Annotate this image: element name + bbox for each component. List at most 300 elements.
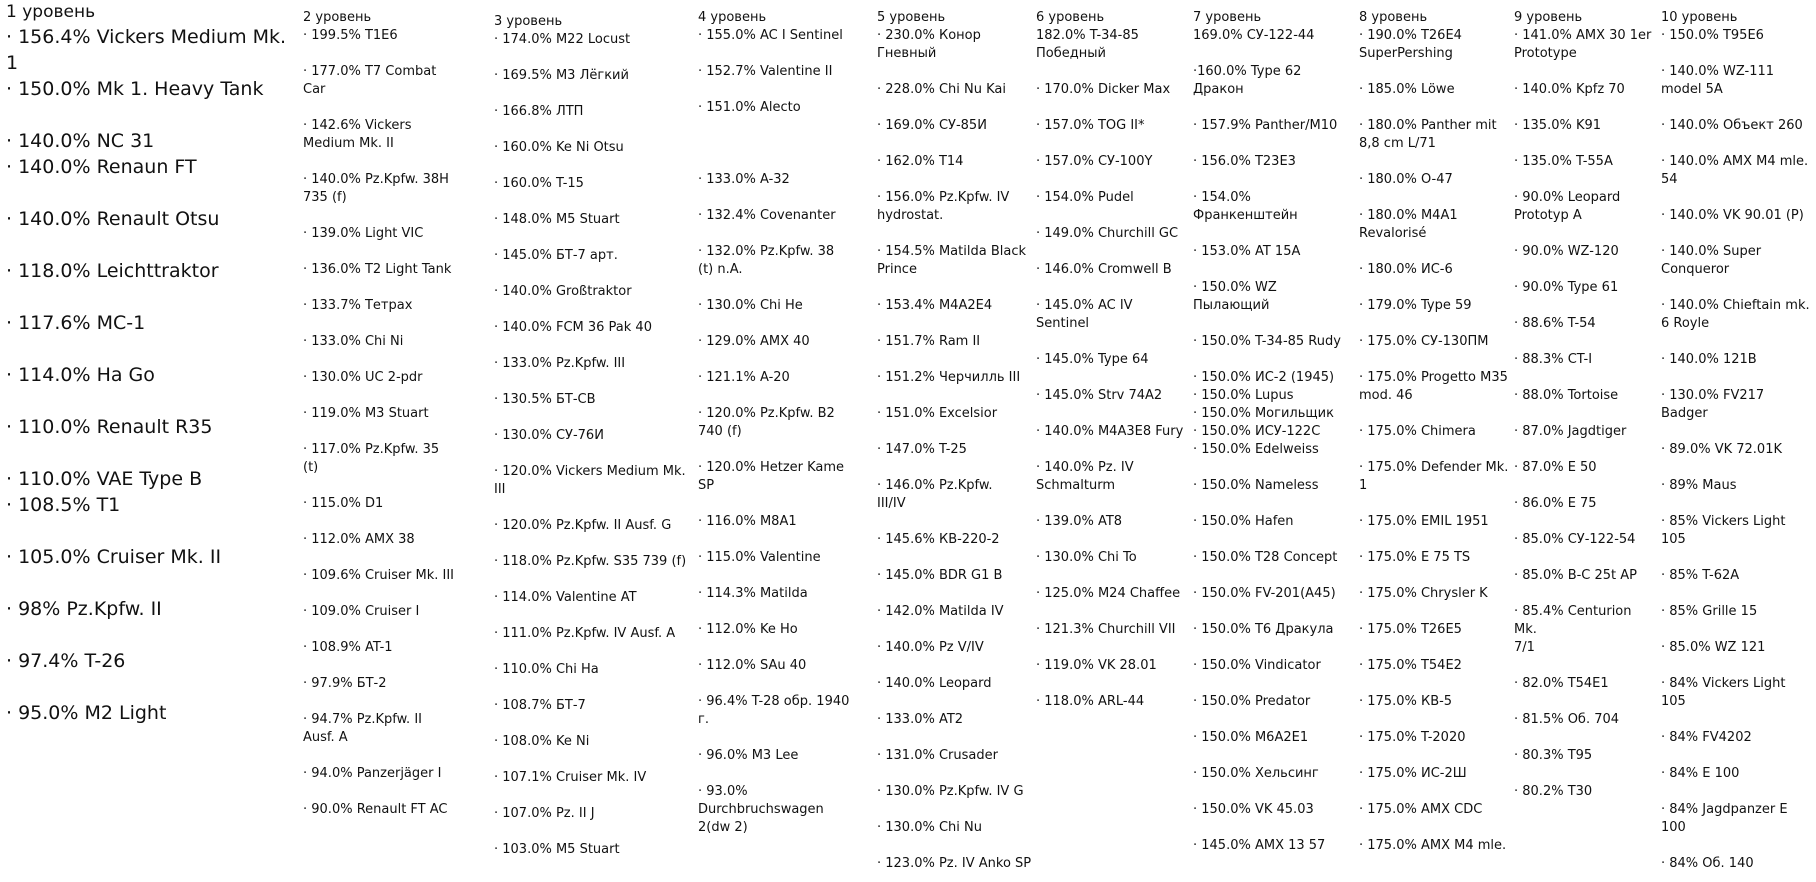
spacer bbox=[698, 153, 873, 171]
spacer bbox=[303, 207, 481, 225]
tank-entry: · 90.0% Leopard bbox=[1514, 190, 1621, 205]
spacer bbox=[303, 549, 481, 567]
tank-entry: hydrostat. bbox=[877, 208, 944, 223]
tank-entry: · 129.0% AMX 40 bbox=[698, 334, 810, 349]
spacer bbox=[1193, 783, 1356, 801]
tank-entry: 169.0% СУ-122-44 bbox=[1193, 28, 1315, 43]
tank-entry: · 230.0% Конор bbox=[877, 28, 981, 43]
tank-entry: · 175.0% E 75 TS bbox=[1359, 550, 1471, 565]
tank-entry: · 119.0% M3 Stuart bbox=[303, 406, 429, 421]
tank-entry: · 107.1% Cruiser Mk. IV bbox=[494, 770, 647, 785]
spacer bbox=[494, 499, 694, 517]
tank-entry: · 116.0% M8A1 bbox=[698, 514, 797, 529]
tank-entry: · 140.0% AMX M4 mle. bbox=[1661, 154, 1809, 169]
spacer bbox=[1514, 585, 1658, 603]
tank-entry: · 133.0% A-32 bbox=[698, 172, 790, 187]
spacer bbox=[698, 675, 873, 693]
spacer bbox=[6, 518, 302, 544]
tank-entry: · 177.0% T7 Combat bbox=[303, 64, 437, 79]
tank-entry: · 151.0% Alecto bbox=[698, 100, 801, 115]
tank-entry: · 117.6% MC-1 bbox=[6, 312, 146, 334]
spacer bbox=[303, 45, 481, 63]
tank-entry: · 108.0% Ke Ni bbox=[494, 734, 590, 749]
spacer bbox=[698, 603, 873, 621]
spacer bbox=[1036, 207, 1194, 225]
spacer bbox=[877, 171, 1037, 189]
tank-entry: · 140.0% FCM 36 Pak 40 bbox=[494, 320, 652, 335]
tank-entry: · 87.0% Jagdtiger bbox=[1514, 424, 1627, 439]
spacer bbox=[1514, 297, 1658, 315]
tank-entry: · 130.0% UC 2-pdr bbox=[303, 370, 423, 385]
tank-entry: · 135.0% T-55A bbox=[1514, 154, 1613, 169]
tank-entry: г. bbox=[698, 712, 709, 727]
spacer bbox=[494, 229, 694, 247]
tank-entry: · 118.0% Pz.Kpfw. S35 739 (f) bbox=[494, 554, 687, 569]
tank-entry: · 89.0% VK 72.01K bbox=[1661, 442, 1782, 457]
spacer bbox=[1036, 243, 1194, 261]
spacer bbox=[1036, 63, 1194, 81]
spacer bbox=[494, 121, 694, 139]
tank-entry: · 140.0% Pz.Kpfw. 38H bbox=[303, 172, 449, 187]
spacer bbox=[494, 571, 694, 589]
tank-entry: · 123.0% Pz. IV Anko SP bbox=[877, 856, 1032, 871]
tank-entry: · 89% Maus bbox=[1661, 478, 1737, 493]
tank-entry: · 140.0% Renault Otsu bbox=[6, 208, 220, 230]
tank-entry: · 150.0% M6A2E1 bbox=[1193, 730, 1309, 745]
spacer bbox=[1661, 135, 1813, 153]
spacer bbox=[494, 679, 694, 697]
spacer bbox=[1359, 279, 1509, 297]
spacer bbox=[698, 315, 873, 333]
spacer bbox=[1661, 279, 1813, 297]
spacer bbox=[1514, 261, 1658, 279]
tank-entry: · 145.6% КВ-220-2 bbox=[877, 532, 1000, 547]
spacer bbox=[1359, 783, 1509, 801]
tank-entry: · 151.7% Ram II bbox=[877, 334, 981, 349]
tank-entry: Conqueror bbox=[1661, 262, 1730, 277]
spacer bbox=[6, 570, 302, 596]
spacer bbox=[1193, 711, 1356, 729]
spacer bbox=[877, 549, 1037, 567]
tank-entry: 740 (f) bbox=[698, 424, 742, 439]
tier-header: 4 уровень bbox=[698, 10, 767, 25]
tank-entry: · 88.0% Tortoise bbox=[1514, 388, 1619, 403]
tank-entry: · 166.8% ЛТП bbox=[494, 104, 584, 119]
tank-entry: · 81.5% Об. 704 bbox=[1514, 712, 1620, 727]
spacer bbox=[303, 693, 481, 711]
spacer bbox=[1193, 567, 1356, 585]
tank-entry: · 154.5% Matilda Black bbox=[877, 244, 1026, 259]
tank-entry: · 180.0% Panther mit bbox=[1359, 118, 1497, 133]
tank-entry: · 117.0% Pz.Kpfw. 35 bbox=[303, 442, 440, 457]
tank-entry: 735 (f) bbox=[303, 190, 347, 205]
spacer bbox=[494, 607, 694, 625]
spacer bbox=[303, 657, 481, 675]
spacer bbox=[1193, 495, 1356, 513]
tank-entry: · 130.0% Chi He bbox=[698, 298, 803, 313]
tank-entry: 8,8 cm L/71 bbox=[1359, 136, 1436, 151]
spacer bbox=[1193, 351, 1356, 369]
tank-entry: · 140.0% Super bbox=[1661, 244, 1762, 259]
tank-entry: 182.0% T-34-85 bbox=[1036, 28, 1139, 43]
spacer bbox=[303, 513, 481, 531]
tank-entry: · 141.0% AMX 30 1er bbox=[1514, 28, 1652, 43]
tank-entry: · 180.0% M4A1 bbox=[1359, 208, 1458, 223]
spacer bbox=[1514, 63, 1658, 81]
tier-3-column bbox=[494, 14, 694, 859]
spacer bbox=[1036, 675, 1194, 693]
tank-entry: · 82.0% T54E1 bbox=[1514, 676, 1609, 691]
tank-entry: · 180.0% ИС-6 bbox=[1359, 262, 1453, 277]
spacer bbox=[1359, 405, 1509, 423]
tank-entry: · 156.0% Pz.Kpfw. IV bbox=[877, 190, 1010, 205]
tank-entry: Sentinel bbox=[1036, 316, 1090, 331]
spacer bbox=[877, 621, 1037, 639]
tank-entry: · 150.0% T95E6 bbox=[1661, 28, 1764, 43]
spacer bbox=[494, 643, 694, 661]
tank-entry: Revalorisé bbox=[1359, 226, 1427, 241]
tank-entry: · 190.0% T26E4 bbox=[1359, 28, 1462, 43]
spacer bbox=[877, 387, 1037, 405]
tank-entry: · 169.0% СУ-85И bbox=[877, 118, 987, 133]
tank-entry: · 175.0% EMIL 1951 bbox=[1359, 514, 1489, 529]
tank-entry: · 130.0% Pz.Kpfw. IV G bbox=[877, 784, 1024, 799]
spacer bbox=[877, 315, 1037, 333]
tank-entry: Франкенштейн bbox=[1193, 208, 1298, 223]
spacer bbox=[1661, 189, 1813, 207]
tier-header: 6 уровень bbox=[1036, 10, 1105, 25]
tank-entry: · 145.0% Strv 74A2 bbox=[1036, 388, 1163, 403]
spacer bbox=[494, 301, 694, 319]
tank-entry: Ausf. A bbox=[303, 730, 348, 745]
spacer bbox=[698, 531, 873, 549]
tank-entry: · 133.7% Тетрах bbox=[303, 298, 413, 313]
tank-entry: · 140.0% Kpfz 70 bbox=[1514, 82, 1625, 97]
spacer bbox=[494, 787, 694, 805]
tank-entry: III/IV bbox=[877, 496, 906, 511]
spacer bbox=[1193, 639, 1356, 657]
tank-entry: · 185.0% Löwe bbox=[1359, 82, 1455, 97]
tank-entry: · 97.9% БТ-2 bbox=[303, 676, 387, 691]
spacer bbox=[303, 747, 481, 765]
spacer bbox=[494, 445, 694, 463]
tank-entry: · 140.0% Объект 260 bbox=[1661, 118, 1803, 133]
spacer bbox=[1359, 567, 1509, 585]
tank-entry: · 120.0% Pz.Kpfw. B2 bbox=[698, 406, 835, 421]
tank-entry: · 120.0% Vickers Medium Mk. III bbox=[494, 464, 686, 497]
tank-entry: · 86.0% E 75 bbox=[1514, 496, 1597, 511]
spacer bbox=[1359, 495, 1509, 513]
spacer bbox=[6, 180, 302, 206]
tank-entry: · 112.0% Ke Ho bbox=[698, 622, 798, 637]
tank-entry: · 114.3% Matilda bbox=[698, 586, 808, 601]
spacer bbox=[303, 621, 481, 639]
spacer bbox=[1661, 783, 1813, 801]
tank-entry: · 175.0% Defender Mk. bbox=[1359, 460, 1509, 475]
spacer bbox=[6, 232, 302, 258]
spacer bbox=[1193, 675, 1356, 693]
tier-header: 9 уровень bbox=[1514, 10, 1583, 25]
tank-entry: · 150.0% Predator bbox=[1193, 694, 1311, 709]
spacer bbox=[698, 495, 873, 513]
spacer bbox=[494, 373, 694, 391]
spacer bbox=[877, 837, 1037, 855]
tank-entry: · 175.0% СУ-130ПМ bbox=[1359, 334, 1489, 349]
tank-entry: model 5A bbox=[1661, 82, 1723, 97]
spacer bbox=[303, 423, 481, 441]
tier-10-column bbox=[1661, 10, 1813, 873]
tier-header: 3 уровень bbox=[494, 14, 563, 29]
spacer bbox=[494, 409, 694, 427]
tank-entry: · 175.0% КВ-5 bbox=[1359, 694, 1453, 709]
spacer bbox=[877, 729, 1037, 747]
spacer bbox=[877, 225, 1037, 243]
spacer bbox=[6, 622, 302, 648]
spacer bbox=[494, 193, 694, 211]
tank-entry: · 154.0% Pudel bbox=[1036, 190, 1134, 205]
tank-entry: · 170.0% Dicker Max bbox=[1036, 82, 1171, 97]
tank-entry: · 140.0% Großtraktor bbox=[494, 284, 632, 299]
tank-entry: · 154.0% bbox=[1193, 190, 1251, 205]
tank-entry: · 118.0% ARL-44 bbox=[1036, 694, 1145, 709]
tank-entry: · 131.0% Crusader bbox=[877, 748, 998, 763]
spacer bbox=[698, 441, 873, 459]
tank-entry: · 133.0% Chi Ni bbox=[303, 334, 404, 349]
tank-entry: · 108.9% AT-1 bbox=[303, 640, 393, 655]
tank-entry: · 175.0% Progetto M35 bbox=[1359, 370, 1508, 385]
tank-entry: · 199.5% T1E6 bbox=[303, 28, 398, 43]
tank-entry: · 139.0% AT8 bbox=[1036, 514, 1123, 529]
spacer bbox=[1193, 459, 1356, 477]
tank-entry: · 130.0% Chi Nu bbox=[877, 820, 982, 835]
tank-entry: · 90.0% Renault FT AC bbox=[303, 802, 448, 817]
tier-2-column bbox=[303, 10, 481, 819]
tank-entry: · 95.0% M2 Light bbox=[6, 702, 167, 724]
spacer bbox=[1193, 225, 1356, 243]
tank-entry: (t) n.A. bbox=[698, 262, 743, 277]
spacer bbox=[6, 284, 302, 310]
spacer bbox=[303, 783, 481, 801]
tank-entry: · 140.0% Pz. IV bbox=[1036, 460, 1134, 475]
tank-entry: · 150.0% ИСУ-122С bbox=[1193, 424, 1321, 439]
spacer bbox=[1193, 747, 1356, 765]
tier-1-column bbox=[6, 3, 302, 726]
spacer bbox=[1661, 621, 1813, 639]
tank-entry: · 85.4% Centurion Mk. bbox=[1514, 604, 1632, 637]
spacer bbox=[1514, 513, 1658, 531]
tank-entry: · 140.0% Leopard bbox=[877, 676, 992, 691]
tank-entry: · 140.0% WZ-111 bbox=[1661, 64, 1775, 79]
spacer bbox=[494, 49, 694, 67]
tank-entry: 7/1 bbox=[1514, 640, 1535, 655]
spacer bbox=[1514, 333, 1658, 351]
tank-entry: SuperPershing bbox=[1359, 46, 1453, 61]
spacer bbox=[1514, 765, 1658, 783]
tank-entry: · 146.0% Pz.Kpfw. bbox=[877, 478, 993, 493]
spacer bbox=[303, 351, 481, 369]
spacer bbox=[1359, 819, 1509, 837]
spacer bbox=[877, 423, 1037, 441]
tank-entry: · 150.0% Hafen bbox=[1193, 514, 1294, 529]
tank-entry: · 96.4% T-28 обр. 1940 bbox=[698, 694, 850, 709]
tank-entry: · 148.0% M5 Stuart bbox=[494, 212, 620, 227]
spacer bbox=[1359, 747, 1509, 765]
spacer bbox=[877, 63, 1037, 81]
tank-entry: · 157.9% Panther/M10 bbox=[1193, 118, 1338, 133]
spacer bbox=[698, 729, 873, 747]
tank-entry: 54 bbox=[1661, 172, 1678, 187]
tank-entry: · 150.0% Mk 1. Heavy Tank bbox=[6, 78, 264, 100]
spacer bbox=[1359, 639, 1509, 657]
tier-7-column bbox=[1193, 10, 1356, 855]
spacer bbox=[877, 279, 1037, 297]
tank-entry: · 146.0% Cromwell B bbox=[1036, 262, 1172, 277]
spacer bbox=[1036, 99, 1194, 117]
spacer bbox=[1661, 495, 1813, 513]
spacer bbox=[1193, 171, 1356, 189]
spacer bbox=[494, 823, 694, 841]
tank-entry: · 130.0% СУ-76И bbox=[494, 428, 604, 443]
tank-entry: · 107.0% Pz. II J bbox=[494, 806, 595, 821]
spacer bbox=[1193, 45, 1356, 63]
tank-entry: · 140.0% Renaun FT bbox=[6, 156, 197, 178]
tank-entry: Prototype bbox=[1514, 46, 1577, 61]
tank-entry: Prince bbox=[877, 262, 917, 277]
tier-8-column bbox=[1359, 10, 1509, 855]
tank-entry: 2(dw 2) bbox=[698, 820, 748, 835]
tank-entry: · 85% Grille 15 bbox=[1661, 604, 1758, 619]
spacer bbox=[6, 102, 302, 128]
tank-entry: · 157.0% TOG II* bbox=[1036, 118, 1145, 133]
tank-entry: Schmalturm bbox=[1036, 478, 1115, 493]
spacer bbox=[1359, 603, 1509, 621]
tank-entry: · 80.2% T30 bbox=[1514, 784, 1593, 799]
spacer bbox=[303, 279, 481, 297]
tank-entry: · 112.0% SAu 40 bbox=[698, 658, 807, 673]
tank-entry: · 179.0% Type 59 bbox=[1359, 298, 1472, 313]
tank-entry: · 130.0% FV217 Badger bbox=[1661, 388, 1765, 421]
spacer bbox=[1514, 441, 1658, 459]
tank-entry: · 90.0% WZ-120 bbox=[1514, 244, 1619, 259]
spacer bbox=[1036, 603, 1194, 621]
spacer bbox=[303, 99, 481, 117]
tank-entry: Дракон bbox=[1193, 82, 1244, 97]
spacer bbox=[1193, 315, 1356, 333]
spacer bbox=[1359, 243, 1509, 261]
tank-entry: · 108.5% T1 bbox=[6, 494, 121, 516]
spacer bbox=[1661, 369, 1813, 387]
spacer bbox=[1359, 99, 1509, 117]
spacer bbox=[1359, 351, 1509, 369]
tank-entry: · 156.0% T23E3 bbox=[1193, 154, 1296, 169]
tank-entry: · 96.0% M3 Lee bbox=[698, 748, 799, 763]
tank-entry: · 109.6% Cruiser Mk. III bbox=[303, 568, 454, 583]
spacer bbox=[1661, 711, 1813, 729]
tank-entry: · 93.0% bbox=[698, 784, 748, 799]
spacer bbox=[1193, 135, 1356, 153]
tank-entry: · 97.4% T-26 bbox=[6, 650, 126, 672]
spacer bbox=[1359, 63, 1509, 81]
spacer bbox=[494, 85, 694, 103]
tank-entry: · 174.0% M22 Locust bbox=[494, 32, 631, 47]
tank-entry: · 85% T-62A bbox=[1661, 568, 1740, 583]
tank-entry: · 115.0% Valentine bbox=[698, 550, 821, 565]
tank-entry: · 175.0% T54E2 bbox=[1359, 658, 1462, 673]
spacer bbox=[1036, 441, 1194, 459]
tank-entry: · 150.0% Хельсинг bbox=[1193, 766, 1319, 781]
tank-entry: · 114.0% Valentine AT bbox=[494, 590, 637, 605]
spacer bbox=[6, 336, 302, 362]
tank-entry: · 142.6% Vickers bbox=[303, 118, 412, 133]
spacer bbox=[698, 279, 873, 297]
tank-entry: · 85.0% СУ-122-54 bbox=[1514, 532, 1636, 547]
tank-entry: · 112.0% AMX 38 bbox=[303, 532, 415, 547]
tank-entry: · 147.0% T-25 bbox=[877, 442, 967, 457]
tier-header: 7 уровень bbox=[1193, 10, 1262, 25]
tank-entry: · 175.0% Chrysler K bbox=[1359, 586, 1488, 601]
tank-entry: · 160.0% Ke Ni Otsu bbox=[494, 140, 624, 155]
spacer bbox=[1036, 333, 1194, 351]
tank-entry: · 180.0% O-47 bbox=[1359, 172, 1453, 187]
tank-entry: · 84% Jagdpanzer E 100 bbox=[1661, 802, 1788, 835]
spacer bbox=[303, 585, 481, 603]
tank-entry: · 175.0% Chimera bbox=[1359, 424, 1476, 439]
spacer bbox=[1036, 405, 1194, 423]
spacer bbox=[494, 337, 694, 355]
tank-entry: · 105.0% Cruiser Mk. II bbox=[6, 546, 222, 568]
tank-entry: · 145.0% AC IV bbox=[1036, 298, 1133, 313]
spacer bbox=[1661, 657, 1813, 675]
tank-entry: · 85.0% WZ 121 bbox=[1661, 640, 1766, 655]
tank-entry: · 153.4% M4A2E4 bbox=[877, 298, 993, 313]
spacer bbox=[877, 99, 1037, 117]
spacer bbox=[1514, 693, 1658, 711]
tank-entry: Durchbruchswagen bbox=[698, 802, 824, 817]
tank-entry: · 175.0% AMX CDC bbox=[1359, 802, 1483, 817]
tank-entry: · 140.0% Pz V/IV bbox=[877, 640, 984, 655]
tank-entry: · 175.0% T-2020 bbox=[1359, 730, 1466, 745]
spacer bbox=[303, 153, 481, 171]
spacer bbox=[494, 751, 694, 769]
tank-entry: · 110.0% VAE Type B bbox=[6, 468, 203, 490]
tank-entry: · 110.0% Renault R35 bbox=[6, 416, 213, 438]
tank-entry: · 84% E 100 bbox=[1661, 766, 1740, 781]
spacer bbox=[877, 135, 1037, 153]
tank-entry: · 88.3% CT-I bbox=[1514, 352, 1593, 367]
spacer bbox=[877, 801, 1037, 819]
spacer bbox=[698, 189, 873, 207]
spacer bbox=[1359, 441, 1509, 459]
tank-entry: · 160.0% T-15 bbox=[494, 176, 584, 191]
tank-entry: · 142.0% Matilda IV bbox=[877, 604, 1004, 619]
spacer bbox=[1514, 549, 1658, 567]
spacer bbox=[1359, 189, 1509, 207]
spacer bbox=[1514, 729, 1658, 747]
tank-entry: · 85% Vickers Light 105 bbox=[1661, 514, 1786, 547]
tank-entry: · 152.7% Valentine II bbox=[698, 64, 833, 79]
spacer bbox=[698, 351, 873, 369]
spacer bbox=[494, 157, 694, 175]
spacer bbox=[698, 765, 873, 783]
tank-entry: · 84% FV4202 bbox=[1661, 730, 1752, 745]
tier-header: 2 уровень bbox=[303, 10, 372, 25]
spacer bbox=[1661, 99, 1813, 117]
tank-entry: · 139.0% Light VIC bbox=[303, 226, 424, 241]
spacer bbox=[1036, 639, 1194, 657]
spacer bbox=[877, 693, 1037, 711]
tank-entry: · 150.0% Edelweiss bbox=[1193, 442, 1319, 457]
tank-entry: · 150.0% T28 Concept bbox=[1193, 550, 1338, 565]
